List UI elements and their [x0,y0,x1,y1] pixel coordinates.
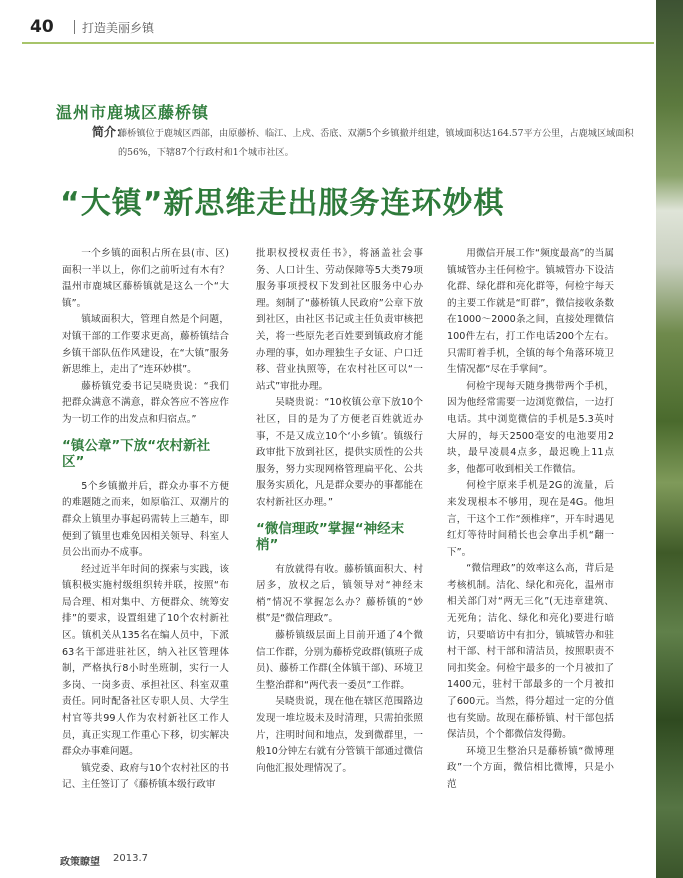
paragraph: 有放就得有收。藤桥镇面积大、村居多，放权之后，镇领导对“神经末梢”情况不掌握怎么办？藤桥镇的“妙棋”是“微信理政”。 [256,563,423,625]
paragraph: 镇域面积大，管理自然是个问题，对镇干部的工作要求更高，藤桥镇结合乡镇干部队伍作风建设，在“大镇”服务新思维上，走出了“连环妙棋”。 [62,314,229,376]
paragraph: 藤桥镇党委书记吴晓贵说：“我们把群众满意不满意，群众答应不答应作为一切工作的出发点和归宿点。” [62,380,229,425]
paragraph: 一个乡镇的面积占所在县(市、区)面积一半以上，你们之前听过有木有？温州市鹿城区藤桥镇就是这么一个“大镇”。 [62,248,229,309]
paragraph: 用微信开展工作“频度最高”的当属镇城管办主任何检宇。镇城管办下设洁化群、绿化群和亮化群等，何检宇每天的主要工作就是“盯群”，微信接收条数在1000～2000条之间，直接处理微信100件左右，打工作电话200个左右。只需盯着手机，全镇的每个角落环境卫生情况都“尽在手掌间”。 [447,248,614,376]
paragraph: 5个乡镇撤并后，群众办事不方便的难题随之而来，如原临江、双潮片的群众上镇里办事起码需转上三趟车，即便到了镇里也难免因相关领导、科室人员公出而办不成事。 [62,480,229,559]
section-title: 打造美丽乡镇 [82,21,155,35]
paragraph: 经过近半年时间的探索与实践，该镇积极实施村级组织转并联，按照“布局合理、相对集中、方便群众、统筹安排”的要求，设置组建了10个农村新社区。镇机关从135名在编人员中，下派63名干部进驻社区，纳入社区管理体制，严格执行8小时坐班制，实行一人多岗、一岗多责、承担社区、科室双重责任。同时配备社区专职人员、大学生村官等共99人作为农村新社区工作人员，真正实现工作重心下移，切实解决群众办事难问题。 [62,563,229,758]
issue-date: 2013.7 [113,853,148,864]
page-number: 40 [30,17,54,37]
town-title: 温州市鹿城区藤桥镇 [56,103,210,122]
subheading-seal: “镇公章”下放“农村新社区” [62,437,211,471]
paragraph: 藤桥镇级层面上目前开通了4个微信工作群，分别为藤桥党政群(镇班子成员)、藤桥工作群(全体镇干部)、环境卫生整治群和“两代表一委员”工作群。 [256,630,423,691]
intro-text: 藤桥镇位于鹿城区西部，由原藤桥、临江、上戍、岙底、双潮5个乡镇撤并组建，镇域面积达164.57平方公里，占鹿城区域面积的56%，下辖87个行政村和1个城市社区。 [118,128,634,158]
subheading-wechat: “微信理政”掌握“神经末梢” [256,520,405,554]
paragraph: 环境卫生整治只是藤桥镇“微博理政”一个方面，微信相比微博，只是小范 [447,745,614,790]
paragraph: 何检宇原来手机是2G的流量，后来发现根本不够用，现在是4G。他坦言，干这个工作“颈椎痒”，开车时遇见红灯等待时间稍长也会拿出手机“翻一下”。 [447,480,614,558]
intro-label: 简介： [92,125,129,139]
magazine-name: 政策瞭望 [60,857,100,868]
article-headline: “大镇”新思维走出服务连环妙棋 [60,186,505,221]
paragraph: “微信理政”的效率这么高，背后是考核机制。洁化、绿化和亮化，温州市相关部门对“两无三化”(无违章建筑、无死角；洁化、绿化和亮化)要进行暗访，只要暗访中有扣分，镇城管办和驻村干部、村干部和清洁员，按照职责不同扣奖金。何检宇最多的一个月被扣了1400元，驻村干部最多的一个月被扣了600元。当然，得分超过一定的分值也有奖励。故现在藤桥镇、村干部包括保洁员，个个都微信发得勤。 [447,563,614,741]
side-photo [656,0,683,878]
column-2 [256,246,423,777]
column-1 [62,246,229,794]
column-3 [447,246,614,794]
paragraph: 吴晓贵说：“10枚镇公章下放10个社区，目的是为了方便老百姓就近办事，不是又成立10个‘小乡镇’。镇级行政审批下放到社区，提供实质性的公共服务，努力实现网格管理扁平化、公共服务实质化，凡是群众要办的事都能在农村新社区办理。” [256,397,423,508]
header-divider [74,20,75,34]
header-rule [22,42,654,44]
paragraph: 批职权授权责任书》，将涵盖社会事务、人口计生、劳动保障等5大类79项服务事项授权下发到社区服务中心办理。刻制了“藤桥镇人民政府”公章下放到社区，由社区书记或主任负责审核把关，将一些原先老百姓要到镇政府才能办理的事，如办理独生子女证、户口迁移、营业执照等，在农村社区可以“一站式”审批办理。 [256,248,423,392]
paragraph: 吴晓贵说，现在他在辖区范围路边发现一堆垃圾未及时清理，只需拍张照片，注明时间和地点，发到微群里，一般10分钟左右就有分管镇干部通过微信向他汇报处理情况了。 [256,696,423,774]
paragraph: 何检宇现每天随身携带两个手机，因为他经常需要一边浏览微信，一边打电话。其中浏览微信的手机是5.3英吋大屏的，每天2500毫安的电池要用2块，最早凌晨4点多，最迟晚上11点多，他都可收到相关工作微信。 [447,380,614,475]
paragraph: 镇党委、政府与10个农村社区的书记、主任签订了《藤桥镇本级行政审 [62,762,229,791]
